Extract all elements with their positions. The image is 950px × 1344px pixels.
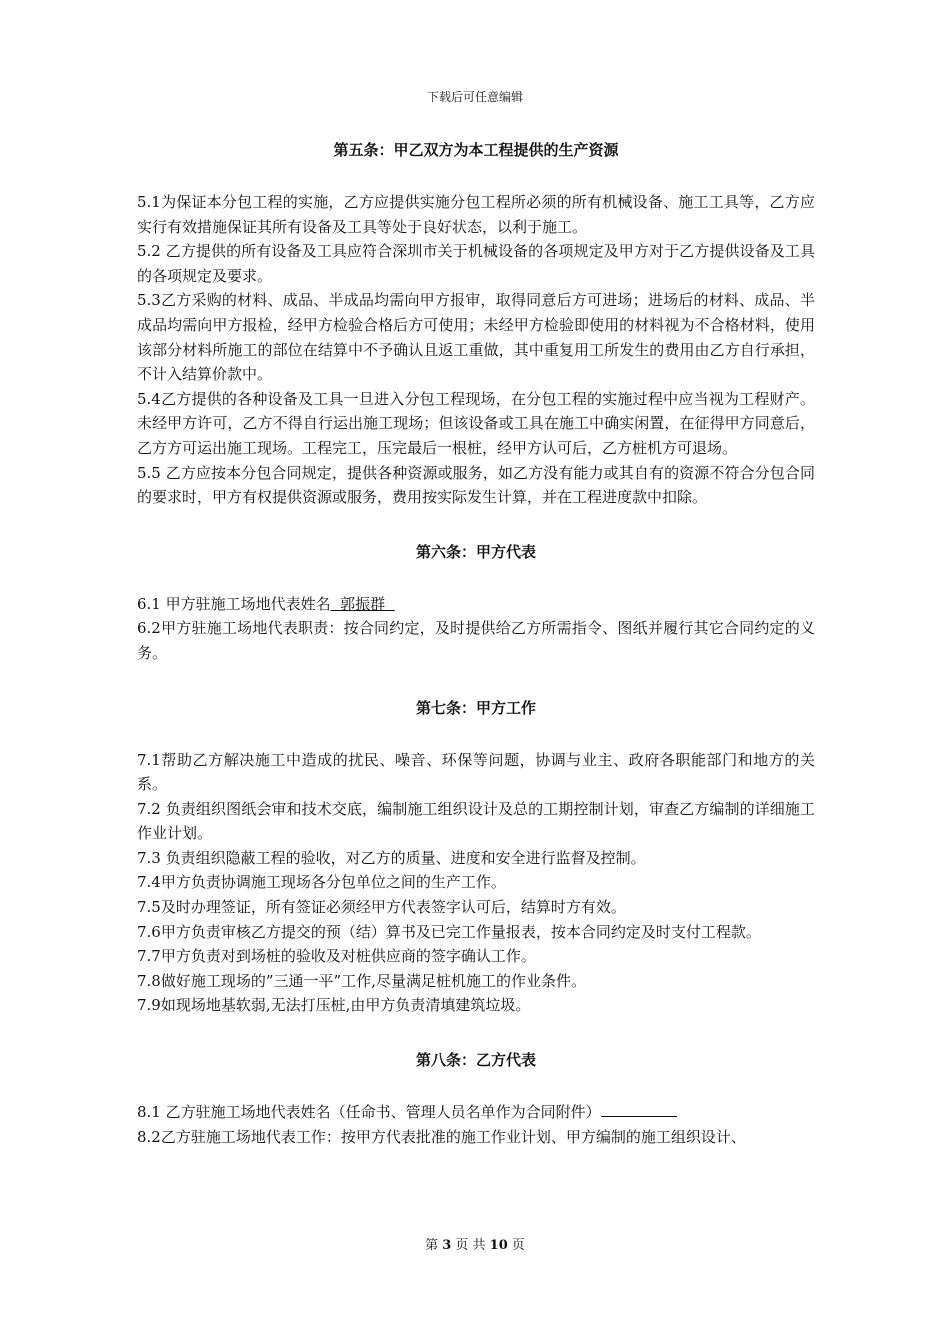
clause-7-8: 7.8做好施工现场的”三通一平”工作,尽量满足桩机施工的作业条件。 [137,971,586,990]
clause-5-4: 5.4乙方提供的各种设备及工具一旦进入分包工程现场，在分包工程的实施过程中应当视为工程财产。未经甲方许可，乙方不得自行运出施工现场；但该设备或工具在施工中确实闲置，在征得甲方同意后，乙方方可运出施工现场。工程完工，压完最后一根桩，经甲方认可后，乙方桩机方可退场。 [137,389,815,457]
current-page-number: 3 [442,1238,452,1253]
clause-7-6: 7.6甲方负责审核乙方提交的预（结）算书及已完工作量报表，按本合同约定及时支付工程款。 [137,922,761,941]
document-body [137,138,815,1149]
clause-5-2: 5.2 乙方提供的所有设备及工具应符合深圳市关于机械设备的各项规定及甲方对于乙方提供设备及工具的各项规定及要求。 [137,242,815,285]
footer-suffix: 页 [507,1238,525,1253]
representative-name: 郭振群 [330,594,395,613]
blank-underline [601,1102,677,1117]
total-page-count: 10 [489,1238,508,1253]
clause-5-5: 5.5 乙方应按本分包合同规定，提供各种资源或服务，如乙方没有能力或其自有的资源不符合分包合同的要求时，甲方有权提供资源或服务，费用按实际发生计算，并在工程进度款中扣除。 [137,463,815,507]
clause-5-1: 5.1为保证本分包工程的实施，乙方应提供实施分包工程所必须的所有机械设备、施工工具等，乙方应实行有效措施保证其所有设备及工具等处于良好状态，以利于施工。 [137,193,815,236]
section-7-title: 第七条：甲方工作 [415,698,536,717]
footer-prefix: 第 [425,1238,443,1253]
footer-middle: 页 共 [451,1238,490,1253]
section-6-title: 第六条：甲方代表 [415,542,536,561]
section-8-title: 第八条：乙方代表 [415,1051,536,1070]
clause-6-1-label: 6.1 甲方驻施工场地代表姓名 [137,594,331,613]
clause-5-3: 5.3乙方采购的材料、成品、半成品均需向甲方报审，取得同意后方可进场；进场后的材料、成品、半成品均需向甲方报检，经甲方检验合格后方可使用；未经甲方检验即使用的材料视为不合格材料，使用该部分材料所施工的部位在结算中不予确认且返工重做，其中重复用工所发生的费用由乙方自行承担，不计入结算价款中。 [137,291,815,384]
clause-8-1 [137,1100,815,1125]
clause-7-2: 7.2 负责组织图纸会审和技术交底，编制施工组织设计及总的工期控制计划，审查乙方编制的详细施工作业计划。 [137,799,815,843]
clause-7-9: 7.9如现场地基软弱,无法打压桩,由甲方负责清填建筑垃圾。 [137,996,531,1015]
clause-7-7: 7.7甲方负责对到场桩的验收及对桩供应商的签字确认工作。 [137,947,536,966]
clause-8-2: 8.2乙方驻施工场地代表工作：按甲方代表批准的施工作业计划、甲方编制的施工组织设计、 [137,1127,746,1146]
clause-7-1: 7.1帮助乙方解决施工中造成的扰民、噪音、环保等问题，协调与业主、政府各职能部门和地方的关系。 [137,750,815,794]
clause-7-3: 7.3 负责组织隐蔽工程的验收，对乙方的质量、进度和安全进行监督及控制。 [137,848,646,867]
clause-6-2: 6.2甲方驻施工场地代表职责：按合同约定，及时提供给乙方所需指令、图纸并履行其它合同约定的义务。 [137,619,815,662]
section-5-title: 第五条：甲乙双方为本工程提供的生产资源 [333,141,619,159]
clause-7-5: 7.5及时办理签证，所有签证必须经甲方代表签字认可后，结算时方有效。 [137,898,626,917]
clause-7-4: 7.4甲方负责协调施工现场各分包单位之间的生产工作。 [137,873,506,892]
clause-6-1 [137,592,815,617]
page-footer [0,1237,950,1255]
page-header: 下载后可任意编辑 [426,90,523,104]
clause-8-1-label: 8.1 乙方驻施工场地代表姓名（任命书、管理人员名单作为合同附件） [137,1103,601,1122]
